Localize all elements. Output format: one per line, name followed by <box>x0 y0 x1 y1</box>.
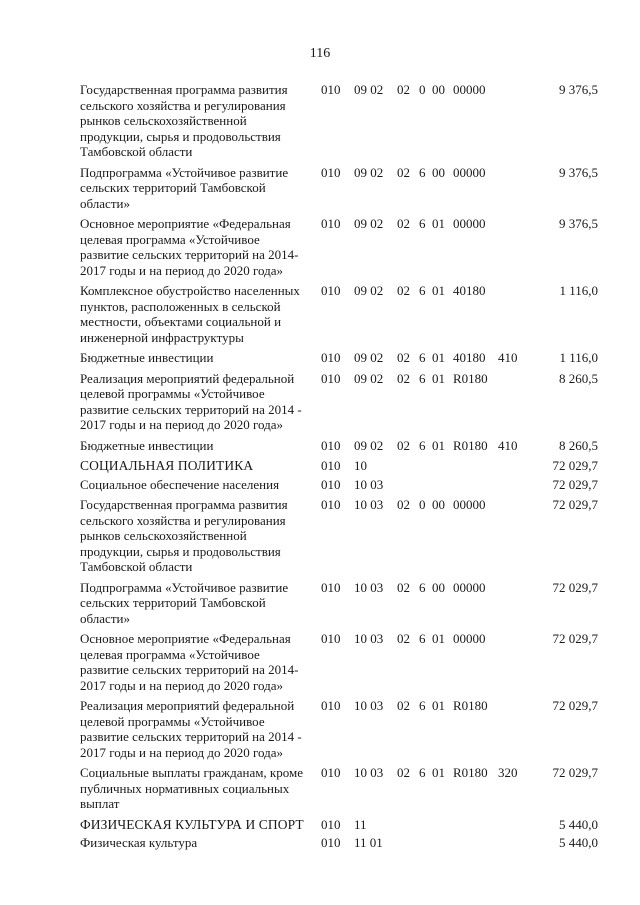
section-code: 10 03 <box>354 476 384 492</box>
table-row <box>0 165 640 217</box>
program-code: 02 <box>397 283 410 298</box>
row-name: Подпрограмма «Устойчивое развитие сельских территорий Тамбовской области» <box>80 164 289 211</box>
amount: 5 440,0 <box>559 835 598 850</box>
amount: 72 029,7 <box>552 497 598 512</box>
direction-code: 00000 <box>453 579 486 595</box>
main-activity-code: 00 <box>432 164 445 180</box>
amount: 9 376,5 <box>559 216 598 231</box>
department-code: 010 <box>321 283 341 298</box>
program-code: 02 <box>397 631 410 646</box>
amount: 72 029,7 <box>552 765 598 780</box>
main-activity-code: 00 <box>432 82 445 97</box>
program-code: 02 <box>397 698 410 713</box>
expense-type-code: 320 <box>498 765 518 780</box>
table-row <box>0 765 640 817</box>
direction-code: R0180 <box>453 370 488 386</box>
section-code: 10 03 <box>354 631 384 646</box>
main-activity-code: 01 <box>432 765 445 780</box>
amount: 1 116,0 <box>559 283 598 298</box>
department-code: 010 <box>321 82 341 97</box>
table-row <box>0 698 640 765</box>
program-code: 02 <box>397 579 410 595</box>
row-name: Основное мероприятие «Федеральная целевая программа «Устойчивое развитие сельских территорий на 2014-2017 годы и на период до 2020 года» <box>80 631 299 693</box>
amount: 72 029,7 <box>552 579 598 595</box>
main-activity-code: 01 <box>432 370 445 386</box>
page-number: 116 <box>309 46 331 61</box>
section-code: 09 02 <box>354 82 384 97</box>
subprogram-code: 6 <box>419 164 426 180</box>
subprogram-code: 6 <box>419 579 426 595</box>
department-code: 010 <box>321 579 341 595</box>
department-code: 010 <box>321 698 341 713</box>
department-code: 010 <box>321 437 341 453</box>
expense-type-code: 410 <box>498 437 518 453</box>
department-code: 010 <box>321 350 341 365</box>
department-code: 010 <box>321 164 341 180</box>
program-code: 02 <box>397 497 410 512</box>
section-code: 10 03 <box>354 765 384 780</box>
program-code: 02 <box>397 370 410 386</box>
department-code: 010 <box>321 458 341 473</box>
table-row <box>0 817 640 836</box>
row-name: Физическая культура <box>80 835 198 850</box>
direction-code: R0180 <box>453 765 488 780</box>
department-code: 010 <box>321 765 341 780</box>
main-activity-code: 01 <box>432 283 445 298</box>
row-name: Реализация мероприятий федеральной целевой программы «Устойчивое развитие сельских территорий на 2014 - 2017 годы и на период до 2020 года» <box>80 698 302 760</box>
table-row <box>0 477 640 498</box>
direction-code: 00000 <box>453 164 486 180</box>
direction-code: R0180 <box>453 698 488 713</box>
amount: 72 029,7 <box>552 631 598 646</box>
table-row <box>0 580 640 632</box>
direction-code: 40180 <box>453 283 486 298</box>
department-code: 010 <box>321 816 341 832</box>
amount: 1 116,0 <box>559 350 598 365</box>
table-row <box>0 438 640 459</box>
row-name: Реализация мероприятий федеральной целевой программы «Устойчивое развитие сельских территорий на 2014 - 2017 годы и на период до 2020 года» <box>80 370 302 432</box>
section-code: 10 03 <box>354 579 384 595</box>
section-code: 10 03 <box>354 497 384 512</box>
table-row <box>0 216 640 283</box>
table-row <box>0 283 640 350</box>
main-activity-code: 01 <box>432 437 445 453</box>
section-code: 10 03 <box>354 698 384 713</box>
amount: 8 260,5 <box>559 437 598 453</box>
department-code: 010 <box>321 497 341 512</box>
program-code: 02 <box>397 164 410 180</box>
section-code: 09 02 <box>354 216 384 231</box>
direction-code: 40180 <box>453 350 486 365</box>
section-code: 09 02 <box>354 164 384 180</box>
program-code: 02 <box>397 350 410 365</box>
amount: 5 440,0 <box>559 816 598 832</box>
table-row <box>0 835 640 856</box>
program-code: 02 <box>397 82 410 97</box>
table-row <box>0 497 640 580</box>
program-code: 02 <box>397 437 410 453</box>
row-name: Основное мероприятие «Федеральная целевая программа «Устойчивое развитие сельских территорий на 2014-2017 годы и на период до 2020 года» <box>80 216 299 278</box>
subprogram-code: 6 <box>419 437 426 453</box>
table-row <box>0 350 640 371</box>
row-name: Бюджетные инвестиции <box>80 350 214 365</box>
row-name: Комплексное обустройство населенных пунктов, расположенных в сельской местности, объектами социальной и инженерной инфраструктуры <box>80 283 300 345</box>
row-name: СОЦИАЛЬНАЯ ПОЛИТИКА <box>80 458 254 473</box>
program-code: 02 <box>397 216 410 231</box>
department-code: 010 <box>321 370 341 386</box>
main-activity-code: 00 <box>432 579 445 595</box>
table-row <box>0 371 640 438</box>
row-name: Бюджетные инвестиции <box>80 437 214 453</box>
program-code: 02 <box>397 765 410 780</box>
subprogram-code: 6 <box>419 283 426 298</box>
expense-type-code: 410 <box>498 350 518 365</box>
section-code: 09 02 <box>354 350 384 365</box>
section-code: 09 02 <box>354 370 384 386</box>
amount: 9 376,5 <box>559 82 598 97</box>
row-name: Подпрограмма «Устойчивое развитие сельских территорий Тамбовской области» <box>80 579 289 626</box>
amount: 72 029,7 <box>552 698 598 713</box>
subprogram-code: 6 <box>419 216 426 231</box>
section-code: 09 02 <box>354 437 384 453</box>
department-code: 010 <box>321 216 341 231</box>
main-activity-code: 01 <box>432 350 445 365</box>
department-code: 010 <box>321 835 341 850</box>
direction-code: 00000 <box>453 82 486 97</box>
budget-table <box>0 82 640 856</box>
section-code: 11 01 <box>354 835 383 850</box>
row-name: ФИЗИЧЕСКАЯ КУЛЬТУРА И СПОРТ <box>80 816 304 832</box>
direction-code: 00000 <box>453 497 486 512</box>
subprogram-code: 6 <box>419 350 426 365</box>
subprogram-code: 6 <box>419 370 426 386</box>
subprogram-code: 6 <box>419 698 426 713</box>
direction-code: 00000 <box>453 216 486 231</box>
table-row <box>0 631 640 698</box>
direction-code: R0180 <box>453 437 488 453</box>
main-activity-code: 01 <box>432 631 445 646</box>
row-name: Социальные выплаты гражданам, кроме публичных нормативных социальных выплат <box>80 765 303 811</box>
row-name: Государственная программа развития сельского хозяйства и регулирования рынков сельскохозяйственной продукции, сырья и продовольствия Тамбовской области <box>80 497 288 574</box>
table-row <box>0 82 640 165</box>
subprogram-code: 0 <box>419 82 426 97</box>
amount: 9 376,5 <box>559 164 598 180</box>
amount: 72 029,7 <box>552 476 598 492</box>
main-activity-code: 01 <box>432 698 445 713</box>
main-activity-code: 01 <box>432 216 445 231</box>
row-name: Государственная программа развития сельского хозяйства и регулирования рынков сельскохозяйственной продукции, сырья и продовольствия Тамбовской области <box>80 82 288 159</box>
main-activity-code: 00 <box>432 497 445 512</box>
amount: 8 260,5 <box>559 370 598 386</box>
section-code: 10 <box>354 458 367 473</box>
subprogram-code: 6 <box>419 765 426 780</box>
direction-code: 00000 <box>453 631 486 646</box>
subprogram-code: 6 <box>419 631 426 646</box>
subprogram-code: 0 <box>419 497 426 512</box>
department-code: 010 <box>321 476 341 492</box>
amount: 72 029,7 <box>552 458 598 473</box>
row-name: Социальное обеспечение населения <box>80 476 280 492</box>
section-code: 09 02 <box>354 283 384 298</box>
section-code: 11 <box>354 816 367 832</box>
department-code: 010 <box>321 631 341 646</box>
table-row <box>0 458 640 477</box>
